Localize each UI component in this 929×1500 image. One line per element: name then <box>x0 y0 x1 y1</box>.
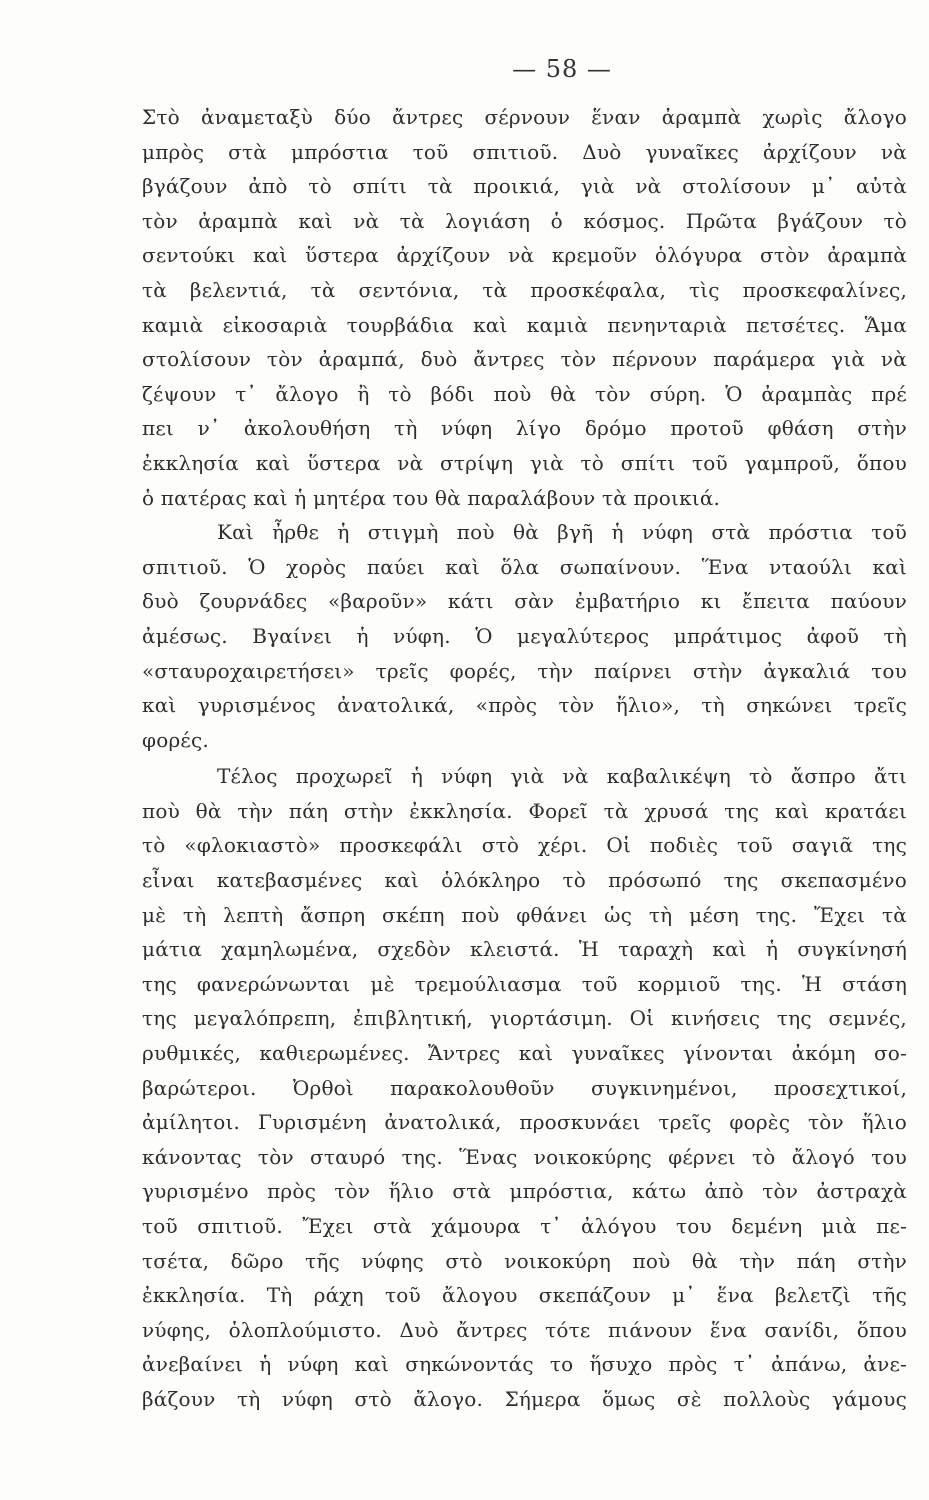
text-line: μάτια χαμηλωμένα, σχεδὸν κλειστά. Ἡ ταραχὴ καὶ ἡ συγκίνησή <box>142 937 907 962</box>
text-line: δυὸ ζουρνάδες «βαροῦν» κάτι σὰν ἐμβατήριο κι ἔπειτα παύουν <box>142 589 907 614</box>
text-line: ἐκκλησία καὶ ὕστερα νὰ στρίψη γιὰ τὸ σπίτι τοῦ γαμπροῦ, ὅπου <box>142 450 907 475</box>
text-line: τοῦ σπιτιοῦ. Ἔχει στὰ χάμουρα τ᾿ ἀλόγου του δεμένη μιὰ πε- <box>142 1214 907 1238</box>
text-line: εἶναι κατεβασμένες καὶ ὁλόκληρο τὸ πρόσωπό της σκεπασμένο <box>142 868 907 893</box>
text-line: ζέψουν τ᾿ ἄλογο ἢ τὸ βόδι ποὺ θὰ τὸν σύρη. Ὁ ἀραμπὰς πρέ <box>142 381 907 406</box>
text-line: μὲ τὴ λεπτὴ ἄσπρη σκέπη ποὺ φθάνει ὡς τὴ μέση της. Ἔχει τὰ <box>142 902 907 927</box>
text-line: πει ν᾿ ἀκολουθήση τὴ νύφη λίγο δρόμο προτοῦ φθάση στὴν <box>142 416 907 441</box>
text-line: τσέτα, δῶρο τῆς νύφης στὸ νοικοκύρη ποὺ θὰ τὴν πάη στὴν <box>142 1248 907 1273</box>
text-line: βάζουν τὴ νύφη στὸ ἄλογο. Σήμερα ὅμως σὲ πολλοὺς γάμους <box>142 1386 907 1411</box>
text-line: της φανερώνωνται μὲ τρεμούλιασμα τοῦ κορμιοῦ της. Ἡ στάση <box>142 971 907 996</box>
text-line: φορές. <box>142 727 209 752</box>
page-number: — 58 — <box>512 55 612 83</box>
text-line: Καὶ ἦρθε ἡ στιγμὴ ποὺ θὰ βγῆ ἡ νύφη στὰ πρόστια τοῦ <box>217 520 907 545</box>
body-text <box>142 100 907 1417</box>
text-line: καμιὰ εἰκοσαριὰ τουρβάδια καὶ καμιὰ πενηνταριὰ πετσέτες. Ἅμα <box>142 312 907 337</box>
text-line: μπρὸς στὰ μπρόστια τοῦ σπιτιοῦ. Δυὸ γυναῖκες ἀρχίζουν νὰ <box>142 139 907 164</box>
text-line: ἀμέσως. Βγαίνει ἡ νύφη. Ὁ μεγαλύτερος μπράτιμος ἀφοῦ τὴ <box>142 623 907 648</box>
text-line: ἐκκλησία. Τὴ ράχη τοῦ ἄλογου σκεπάζουν μ᾿ ἕνα βελετζὶ τῆς <box>142 1283 907 1308</box>
text-line: τὸ «φλοκιαστὸ» προσκεφάλι στὸ χέρι. Οἱ ποδιὲς τοῦ σαγιᾶ της <box>142 833 907 858</box>
text-line: νύφης, ὁλοπλούμιστο. Δυὸ ἄντρες τότε πιάνουν ἕνα σανίδι, ὅπου <box>142 1317 907 1342</box>
text-line: κάνοντας τὸν σταυρό της. Ἕνας νοικοκύρης φέρνει τὸ ἄλογό του <box>142 1144 907 1169</box>
paragraph-2 <box>142 515 907 757</box>
text-line: ποὺ θὰ τὴν πάη στὴν ἐκκλησία. Φορεῖ τὰ χρυσά της καὶ κρατάει <box>142 798 907 823</box>
text-line: «σταυροχαιρετήσει» τρεῖς φορές, τὴν παίρνει στὴν ἀγκαλιά του <box>142 658 907 683</box>
text-line: ἀμίλητοι. Γυρισμένη ἀνατολικά, προσκυνάει τρεῖς φορὲς τὸν ἥλιο <box>142 1110 907 1135</box>
text-line: Στὸ ἀναμεταξὺ δύο ἄντρες σέρνουν ἕναν ἀραμπὰ χωρὶς ἄλογο <box>142 105 907 129</box>
text-line: τὰ βελεντιά, τὰ σεντόνια, τὰ προσκέφαλα, τὶς προσκεφαλίνες, <box>142 277 907 302</box>
text-line: βγάζουν ἀπὸ τὸ σπίτι τὰ προικιά, γιὰ νὰ στολίσουν μ᾿ αὐτὰ <box>142 174 907 199</box>
paragraph-3 <box>142 759 907 1416</box>
text-line: στολίσουν τὸν ἀραμπά, δυὸ ἄντρες τὸν πέρνουν παράμερα γιὰ νὰ <box>142 347 907 372</box>
text-line: τὸν ἀραμπὰ καὶ νὰ τὰ λογιάση ὁ κόσμος. Πρῶτα βγάζουν τὸ <box>142 208 907 233</box>
text-line: ὁ πατέρας καὶ ἡ μητέρα του θὰ παραλάβουν τὰ προικιά. <box>142 485 721 510</box>
text-line: ἀνεβαίνει ἡ νύφη καὶ σηκώνοντάς το ἥσυχο πρὸς τ᾿ ἀπάνω, ἀνε- <box>142 1352 907 1377</box>
text-line: ρυθμικές, καθιερωμένες. Ἄντρες καὶ γυναῖκες γίνονται ἀκόμη σο- <box>142 1041 907 1066</box>
text-line: σπιτιοῦ. Ὁ χορὸς παύει καὶ ὅλα σωπαίνουν. Ἕνα νταούλι καὶ <box>142 554 907 579</box>
text-line: καὶ γυρισμένος ἀνατολικά, «πρὸς τὸν ἥλιο», τὴ σηκώνει τρεῖς <box>142 693 907 718</box>
text-line: σεντούκι καὶ ὕστερα ἀρχίζουν νὰ κρεμοῦν ὁλόγυρα στὸν ἀραμπὰ <box>142 243 907 268</box>
text-line: Τέλος προχωρεῖ ἡ νύφη γιὰ νὰ καβαλικέψη τὸ ἄσπρο ἄτι <box>217 764 907 789</box>
text-line: γυρισμένο πρὸς τὸν ἥλιο στὰ μπρόστια, κάτω ἀπὸ τὸν ἀστραχὰ <box>142 1179 907 1204</box>
text-line: βαρώτεροι. Ὀρθοὶ παρακολουθοῦν συγκινημένοι, προσεχτικοί, <box>142 1075 907 1100</box>
text-line: της μεγαλόπρεπη, ἐπιβλητική, γιορτάσιμη. Οἱ κινήσεις της σεμνές, <box>142 1006 907 1031</box>
paragraph-1 <box>142 100 907 515</box>
